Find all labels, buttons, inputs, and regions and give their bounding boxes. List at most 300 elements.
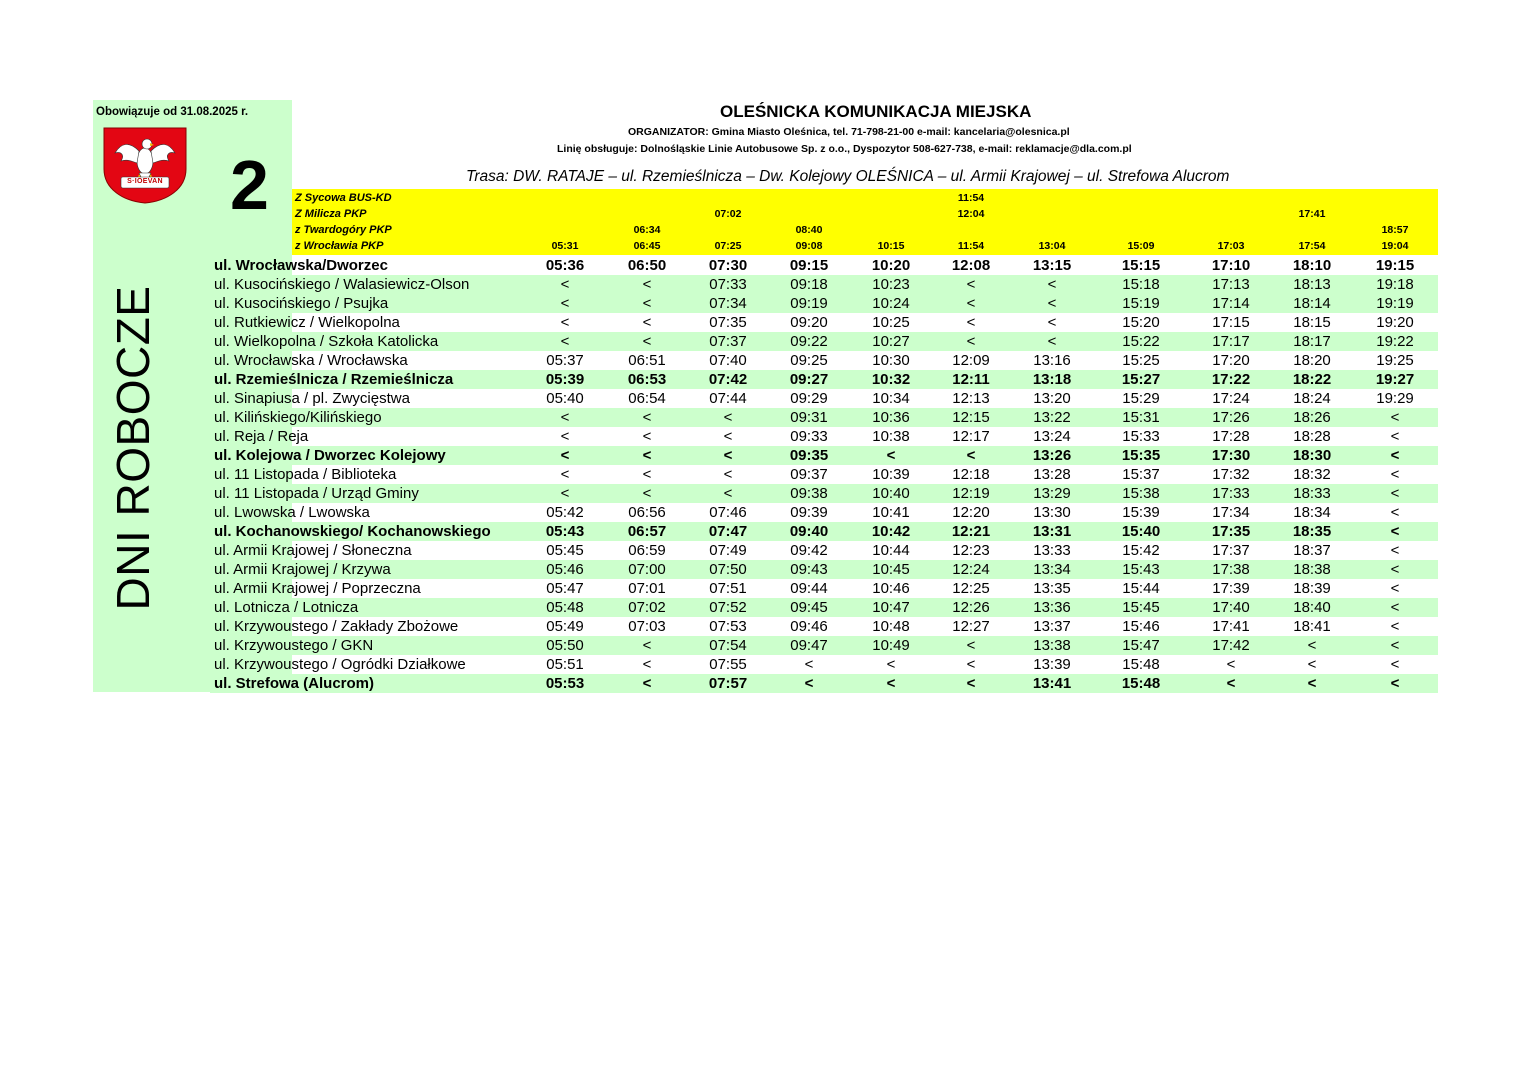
departure-time: 09:42: [790, 542, 828, 559]
departure-time: 15:18: [1122, 276, 1160, 293]
departure-time: 05:39: [545, 371, 585, 388]
stop-name: ul. Armii Krajowej / Słoneczna: [214, 542, 412, 559]
departure-time: 07:55: [709, 656, 747, 673]
departure-time: 15:19: [1122, 295, 1160, 312]
departure-time: 09:37: [790, 466, 828, 483]
origin-time: 13:04: [1038, 240, 1066, 252]
departure-time: 12:27: [952, 618, 990, 635]
departure-time: 15:35: [1121, 447, 1161, 464]
departure-time: 15:39: [1122, 504, 1160, 521]
table-row: [210, 408, 1438, 427]
origin-time: 18:57: [1381, 224, 1409, 236]
departure-time: <: [642, 314, 652, 331]
departure-time: <: [723, 409, 733, 426]
origin-label: z Twardogóry PKP: [295, 224, 392, 236]
stop-name: ul. Wrocławska/Dworzec: [214, 257, 388, 274]
departure-time: 17:26: [1212, 409, 1250, 426]
table-row: [210, 655, 1438, 674]
table-row: [210, 541, 1438, 560]
origin-time: 08:40: [795, 224, 823, 236]
departure-time: 17:37: [1212, 542, 1250, 559]
departure-time: <: [642, 466, 652, 483]
departure-time: <: [1390, 561, 1400, 578]
departure-time: 17:14: [1212, 295, 1250, 312]
departure-time: 06:57: [627, 523, 667, 540]
departure-time: 12:19: [952, 485, 990, 502]
departure-time: 10:48: [872, 618, 910, 635]
origin-row: [292, 238, 1438, 254]
departure-time: 17:42: [1212, 637, 1250, 654]
departure-time: <: [1390, 523, 1400, 540]
departure-time: 09:35: [789, 447, 829, 464]
departure-time: <: [1226, 656, 1236, 673]
departure-time: 19:29: [1376, 390, 1414, 407]
departure-time: 19:27: [1375, 371, 1415, 388]
departure-time: 13:28: [1033, 466, 1071, 483]
departure-time: <: [560, 295, 570, 312]
route-description: Trasa: DW. RATAJE – ul. Rzemieślnicza – Dw. Kolejowy OLEŚNICA – ul. Armii Krajowej – ul. Strefowa Alucrom: [466, 168, 1230, 185]
line-number: 2: [230, 146, 269, 224]
departure-time: 18:33: [1293, 485, 1331, 502]
departure-time: 10:36: [872, 409, 910, 426]
departure-time: <: [966, 333, 976, 350]
departure-time: 05:53: [545, 675, 585, 692]
table-row: [210, 579, 1438, 598]
departure-time: 12:08: [951, 257, 991, 274]
departure-time: <: [1390, 618, 1400, 635]
departure-time: 05:51: [546, 656, 584, 673]
departure-time: 05:42: [546, 504, 584, 521]
departure-time: 10:44: [872, 542, 910, 559]
departure-time: <: [560, 447, 570, 464]
origin-time: 06:45: [633, 240, 661, 252]
departure-time: 12:25: [952, 580, 990, 597]
departure-time: 09:45: [790, 599, 828, 616]
departure-time: 09:47: [790, 637, 828, 654]
departure-time: 18:30: [1292, 447, 1332, 464]
departure-time: 18:15: [1293, 314, 1331, 331]
departure-time: <: [886, 447, 896, 464]
departure-time: 10:34: [872, 390, 910, 407]
departure-time: <: [1390, 466, 1400, 483]
departure-time: 10:24: [872, 295, 910, 312]
stop-name: ul. Kolejowa / Dworzec Kolejowy: [214, 447, 446, 464]
departure-time: <: [1390, 580, 1400, 597]
departure-time: 15:27: [1121, 371, 1161, 388]
origin-time: 07:02: [714, 208, 742, 220]
departure-time: 05:48: [546, 599, 584, 616]
departure-time: 17:34: [1212, 504, 1250, 521]
departure-time: 06:59: [628, 542, 666, 559]
departure-time: 15:20: [1122, 314, 1160, 331]
departure-time: 05:50: [546, 637, 584, 654]
departure-time: 07:50: [709, 561, 747, 578]
table-row: [210, 674, 1438, 693]
departure-time: <: [642, 333, 652, 350]
departure-time: 12:21: [951, 523, 991, 540]
departure-time: 17:30: [1211, 447, 1251, 464]
departure-time: 09:22: [790, 333, 828, 350]
departure-time: 15:48: [1121, 675, 1161, 692]
departure-time: 13:22: [1033, 409, 1071, 426]
origin-row: [292, 222, 1438, 238]
departure-time: 09:38: [790, 485, 828, 502]
departure-time: <: [560, 428, 570, 445]
departure-time: 18:35: [1292, 523, 1332, 540]
departure-time: 19:15: [1375, 257, 1415, 274]
departure-time: <: [642, 276, 652, 293]
departure-time: <: [560, 409, 570, 426]
stop-name: ul. Kochanowskiego/ Kochanowskiego: [214, 523, 491, 540]
departure-time: <: [1390, 675, 1400, 692]
departure-time: 09:18: [790, 276, 828, 293]
departure-time: 18:24: [1293, 390, 1331, 407]
origin-row: [292, 206, 1438, 222]
departure-time: <: [1307, 637, 1317, 654]
departure-time: 18:14: [1293, 295, 1331, 312]
table-row: [210, 256, 1438, 275]
departure-time: 12:18: [952, 466, 990, 483]
departure-time: <: [723, 485, 733, 502]
departure-time: <: [1047, 295, 1057, 312]
departure-time: 15:44: [1122, 580, 1160, 597]
origin-time: 15:09: [1127, 240, 1155, 252]
departure-time: 15:33: [1122, 428, 1160, 445]
stop-name: ul. 11 Listopada / Urząd Gminy: [214, 485, 419, 502]
crest-ribbon-text: S·IOEVAN: [127, 178, 163, 185]
departure-time: 17:24: [1212, 390, 1250, 407]
origin-time: 19:04: [1381, 240, 1409, 252]
departure-time: 12:23: [952, 542, 990, 559]
operator-info: Linię obsługuje: Dolnośląskie Linie Autobusowe Sp. z o.o., Dyspozytor 508-627-738, e-mail: reklamacje@dla.com.pl: [557, 143, 1132, 155]
organizer-info: ORGANIZATOR: Gmina Miasto Oleśnica, tel. 71-798-21-00 e-mail: kancelaria@olesnica.pl: [628, 126, 1070, 138]
departure-time: 17:20: [1212, 352, 1250, 369]
departure-time: <: [1390, 656, 1400, 673]
departure-time: 13:31: [1032, 523, 1072, 540]
departure-time: <: [966, 295, 976, 312]
stop-name: ul. 11 Listopada / Biblioteka: [214, 466, 397, 483]
table-row: [210, 370, 1438, 389]
departure-time: 05:46: [546, 561, 584, 578]
departure-time: 17:40: [1212, 599, 1250, 616]
origin-time: 11:54: [957, 240, 985, 252]
departure-time: 18:22: [1292, 371, 1332, 388]
departure-time: <: [1047, 314, 1057, 331]
stop-name: ul. Reja / Reja: [214, 428, 309, 445]
departure-time: 05:49: [546, 618, 584, 635]
origin-time: 07:25: [714, 240, 742, 252]
departure-time: 19:20: [1376, 314, 1414, 331]
departure-time: 09:43: [790, 561, 828, 578]
departure-time: 17:38: [1212, 561, 1250, 578]
departure-time: 09:25: [790, 352, 828, 369]
departure-time: 07:40: [709, 352, 747, 369]
departure-time: <: [642, 428, 652, 445]
departure-time: 07:47: [708, 523, 748, 540]
table-row: [210, 332, 1438, 351]
stop-name: ul. Armii Krajowej / Krzywa: [214, 561, 391, 578]
departure-time: 10:49: [872, 637, 910, 654]
departure-time: 13:35: [1033, 580, 1071, 597]
departure-time: 06:53: [627, 371, 667, 388]
departure-time: 15:37: [1122, 466, 1160, 483]
origin-label: Z Sycowa BUS-KD: [295, 192, 392, 204]
origin-time: 17:03: [1217, 240, 1245, 252]
departure-time: <: [723, 447, 733, 464]
table-row: [210, 313, 1438, 332]
departure-time: 05:43: [545, 523, 585, 540]
departure-time: 10:23: [872, 276, 910, 293]
departure-time: 09:39: [790, 504, 828, 521]
departure-time: 07:01: [628, 580, 666, 597]
departure-time: <: [723, 428, 733, 445]
departure-time: <: [966, 637, 976, 654]
departure-time: 19:18: [1376, 276, 1414, 293]
departure-time: 18:28: [1293, 428, 1331, 445]
departure-time: 10:20: [871, 257, 911, 274]
departure-time: 13:37: [1033, 618, 1071, 635]
departure-time: <: [560, 276, 570, 293]
departure-time: 07:42: [708, 371, 748, 388]
stop-name: ul. Kusocińskiego / Walasiewicz-Olson: [214, 276, 470, 293]
departure-time: 13:30: [1033, 504, 1071, 521]
departure-time: 06:50: [627, 257, 667, 274]
departure-time: 07:34: [709, 295, 747, 312]
table-row: [210, 598, 1438, 617]
departure-time: 15:25: [1122, 352, 1160, 369]
departure-time: 19:22: [1376, 333, 1414, 350]
departure-time: 17:33: [1212, 485, 1250, 502]
departure-time: 15:48: [1122, 656, 1160, 673]
departure-time: 07:33: [709, 276, 747, 293]
departure-time: 12:26: [952, 599, 990, 616]
departure-time: 10:40: [872, 485, 910, 502]
stop-name: ul. Sinapiusa / pl. Zwycięstwa: [214, 390, 410, 407]
departure-time: <: [1390, 447, 1400, 464]
departure-time: 15:22: [1122, 333, 1160, 350]
table-row: [210, 503, 1438, 522]
departure-time: <: [886, 656, 896, 673]
departure-time: 15:46: [1122, 618, 1160, 635]
departure-time: 18:41: [1293, 618, 1331, 635]
departure-time: 13:34: [1033, 561, 1071, 578]
origin-label: Z Milicza PKP: [295, 208, 367, 220]
table-row: [210, 560, 1438, 579]
departure-time: <: [642, 675, 652, 692]
stop-name: ul. Armii Krajowej / Poprzeczna: [214, 580, 421, 597]
origin-row: [292, 190, 1438, 206]
departure-time: 18:39: [1293, 580, 1331, 597]
departure-time: <: [966, 656, 976, 673]
table-row: [210, 275, 1438, 294]
origin-label: z Wrocławia PKP: [295, 240, 384, 252]
stop-name: ul. Wielkopolna / Szkoła Katolicka: [214, 333, 439, 350]
departure-time: 09:15: [789, 257, 829, 274]
stop-name: ul. Kusocińskiego / Psujka: [214, 295, 389, 312]
departure-time: 07:51: [709, 580, 747, 597]
departure-time: 13:41: [1032, 675, 1072, 692]
departure-time: 18:17: [1293, 333, 1331, 350]
departure-time: 10:27: [872, 333, 910, 350]
departure-time: 05:37: [546, 352, 584, 369]
city-crest-icon: [103, 127, 187, 204]
departure-time: 05:47: [546, 580, 584, 597]
stop-name: ul. Rzemieślnicza / Rzemieślnicza: [214, 371, 454, 388]
departure-time: 10:30: [872, 352, 910, 369]
departure-time: 13:26: [1032, 447, 1072, 464]
departure-time: 13:33: [1033, 542, 1071, 559]
departure-time: <: [1390, 409, 1400, 426]
departure-time: 15:29: [1122, 390, 1160, 407]
departure-time: 07:02: [628, 599, 666, 616]
table-row: [210, 446, 1438, 465]
departure-time: 07:49: [709, 542, 747, 559]
departure-time: 17:39: [1212, 580, 1250, 597]
departure-time: <: [642, 409, 652, 426]
table-row: [210, 617, 1438, 636]
departure-time: <: [642, 656, 652, 673]
departure-time: <: [560, 314, 570, 331]
departure-time: 15:47: [1122, 637, 1160, 654]
departure-time: 05:40: [546, 390, 584, 407]
stop-name: ul. Krzywoustego / Zakłady Zbożowe: [214, 618, 459, 635]
departure-time: <: [642, 485, 652, 502]
departure-time: 15:38: [1122, 485, 1160, 502]
departure-time: 13:29: [1033, 485, 1071, 502]
departure-time: 10:38: [872, 428, 910, 445]
departure-time: 07:35: [709, 314, 747, 331]
departure-time: 10:39: [872, 466, 910, 483]
departure-time: 18:34: [1293, 504, 1331, 521]
departure-time: <: [1390, 637, 1400, 654]
departure-time: <: [1307, 675, 1317, 692]
departure-time: 10:46: [872, 580, 910, 597]
departure-time: 15:43: [1122, 561, 1160, 578]
departure-time: <: [560, 485, 570, 502]
table-row: [210, 484, 1438, 503]
departure-time: <: [560, 466, 570, 483]
departure-time: 15:31: [1122, 409, 1160, 426]
departure-time: 18:40: [1293, 599, 1331, 616]
day-type-label: DNI ROBOCZE: [107, 285, 159, 611]
departure-time: 09:33: [790, 428, 828, 445]
origin-time: 11:54: [957, 192, 985, 204]
departure-time: 09:27: [789, 371, 829, 388]
departure-time: 17:41: [1212, 618, 1250, 635]
origin-time: 05:31: [551, 240, 579, 252]
departure-time: <: [1390, 542, 1400, 559]
departure-time: 17:13: [1212, 276, 1250, 293]
departure-time: 10:45: [872, 561, 910, 578]
stop-name: ul. Krzywoustego / Ogródki Działkowe: [214, 656, 466, 673]
departure-time: 13:36: [1033, 599, 1071, 616]
departure-time: 18:26: [1293, 409, 1331, 426]
origin-time: 09:08: [795, 240, 823, 252]
departure-time: <: [1390, 599, 1400, 616]
stop-name: ul. Rutkiewicz / Wielkopolna: [214, 314, 400, 331]
departure-time: 09:40: [789, 523, 829, 540]
departure-time: 09:31: [790, 409, 828, 426]
departure-time: 15:15: [1121, 257, 1161, 274]
table-row: [210, 522, 1438, 541]
departure-time: 10:25: [872, 314, 910, 331]
departure-time: <: [886, 675, 896, 692]
departure-time: 19:19: [1376, 295, 1414, 312]
origin-time: 12:04: [957, 208, 985, 220]
departure-time: <: [1226, 675, 1236, 692]
departure-time: 13:24: [1033, 428, 1071, 445]
departure-time: 18:38: [1293, 561, 1331, 578]
table-row: [210, 389, 1438, 408]
departure-time: <: [966, 447, 976, 464]
departure-time: 10:47: [872, 599, 910, 616]
departure-time: 13:18: [1032, 371, 1072, 388]
departure-time: 18:32: [1293, 466, 1331, 483]
origin-time: 06:34: [633, 224, 661, 236]
departure-time: 06:51: [628, 352, 666, 369]
departure-time: <: [1047, 276, 1057, 293]
table-row: [210, 294, 1438, 313]
departure-time: 07:30: [708, 257, 748, 274]
stop-name: ul. Wrocławska / Wrocławska: [214, 352, 408, 369]
departure-time: 10:32: [871, 371, 911, 388]
departure-time: <: [804, 675, 814, 692]
departure-time: 10:41: [872, 504, 910, 521]
departure-time: 07:03: [628, 618, 666, 635]
departure-time: 09:44: [790, 580, 828, 597]
departure-time: 12:13: [952, 390, 990, 407]
table-row: [210, 351, 1438, 370]
table-row: [210, 636, 1438, 655]
departure-time: <: [560, 333, 570, 350]
departure-time: 12:20: [952, 504, 990, 521]
departure-time: <: [642, 295, 652, 312]
departure-time: <: [804, 656, 814, 673]
departure-time: 15:42: [1122, 542, 1160, 559]
table-row: [210, 465, 1438, 484]
departure-time: 12:11: [952, 371, 990, 388]
departure-time: 13:20: [1033, 390, 1071, 407]
departure-time: 13:39: [1033, 656, 1071, 673]
departure-time: 17:28: [1212, 428, 1250, 445]
departure-time: 09:46: [790, 618, 828, 635]
departure-time: 07:00: [628, 561, 666, 578]
departure-time: 17:22: [1211, 371, 1251, 388]
departure-time: 07:52: [709, 599, 747, 616]
departure-time: 06:56: [628, 504, 666, 521]
origin-time: 17:54: [1298, 240, 1326, 252]
departure-time: <: [1390, 504, 1400, 521]
departure-time: 05:45: [546, 542, 584, 559]
departure-time: 07:54: [709, 637, 747, 654]
departure-time: 07:37: [709, 333, 747, 350]
stop-name: ul. Lotnicza / Lotnicza: [214, 599, 359, 616]
departure-time: 12:09: [952, 352, 990, 369]
stop-name: ul. Strefowa (Alucrom): [214, 675, 375, 692]
departure-time: 18:20: [1293, 352, 1331, 369]
departure-time: 17:32: [1212, 466, 1250, 483]
departure-time: 07:53: [709, 618, 747, 635]
departure-time: 18:10: [1292, 257, 1332, 274]
valid-from-date: Obowiązuje od 31.08.2025 r.: [96, 106, 249, 118]
departure-time: <: [966, 276, 976, 293]
departure-time: 07:46: [709, 504, 747, 521]
departure-time: <: [1390, 428, 1400, 445]
departure-time: <: [642, 637, 652, 654]
departure-time: 07:44: [709, 390, 747, 407]
departure-time: 15:45: [1122, 599, 1160, 616]
departure-time: 09:20: [790, 314, 828, 331]
